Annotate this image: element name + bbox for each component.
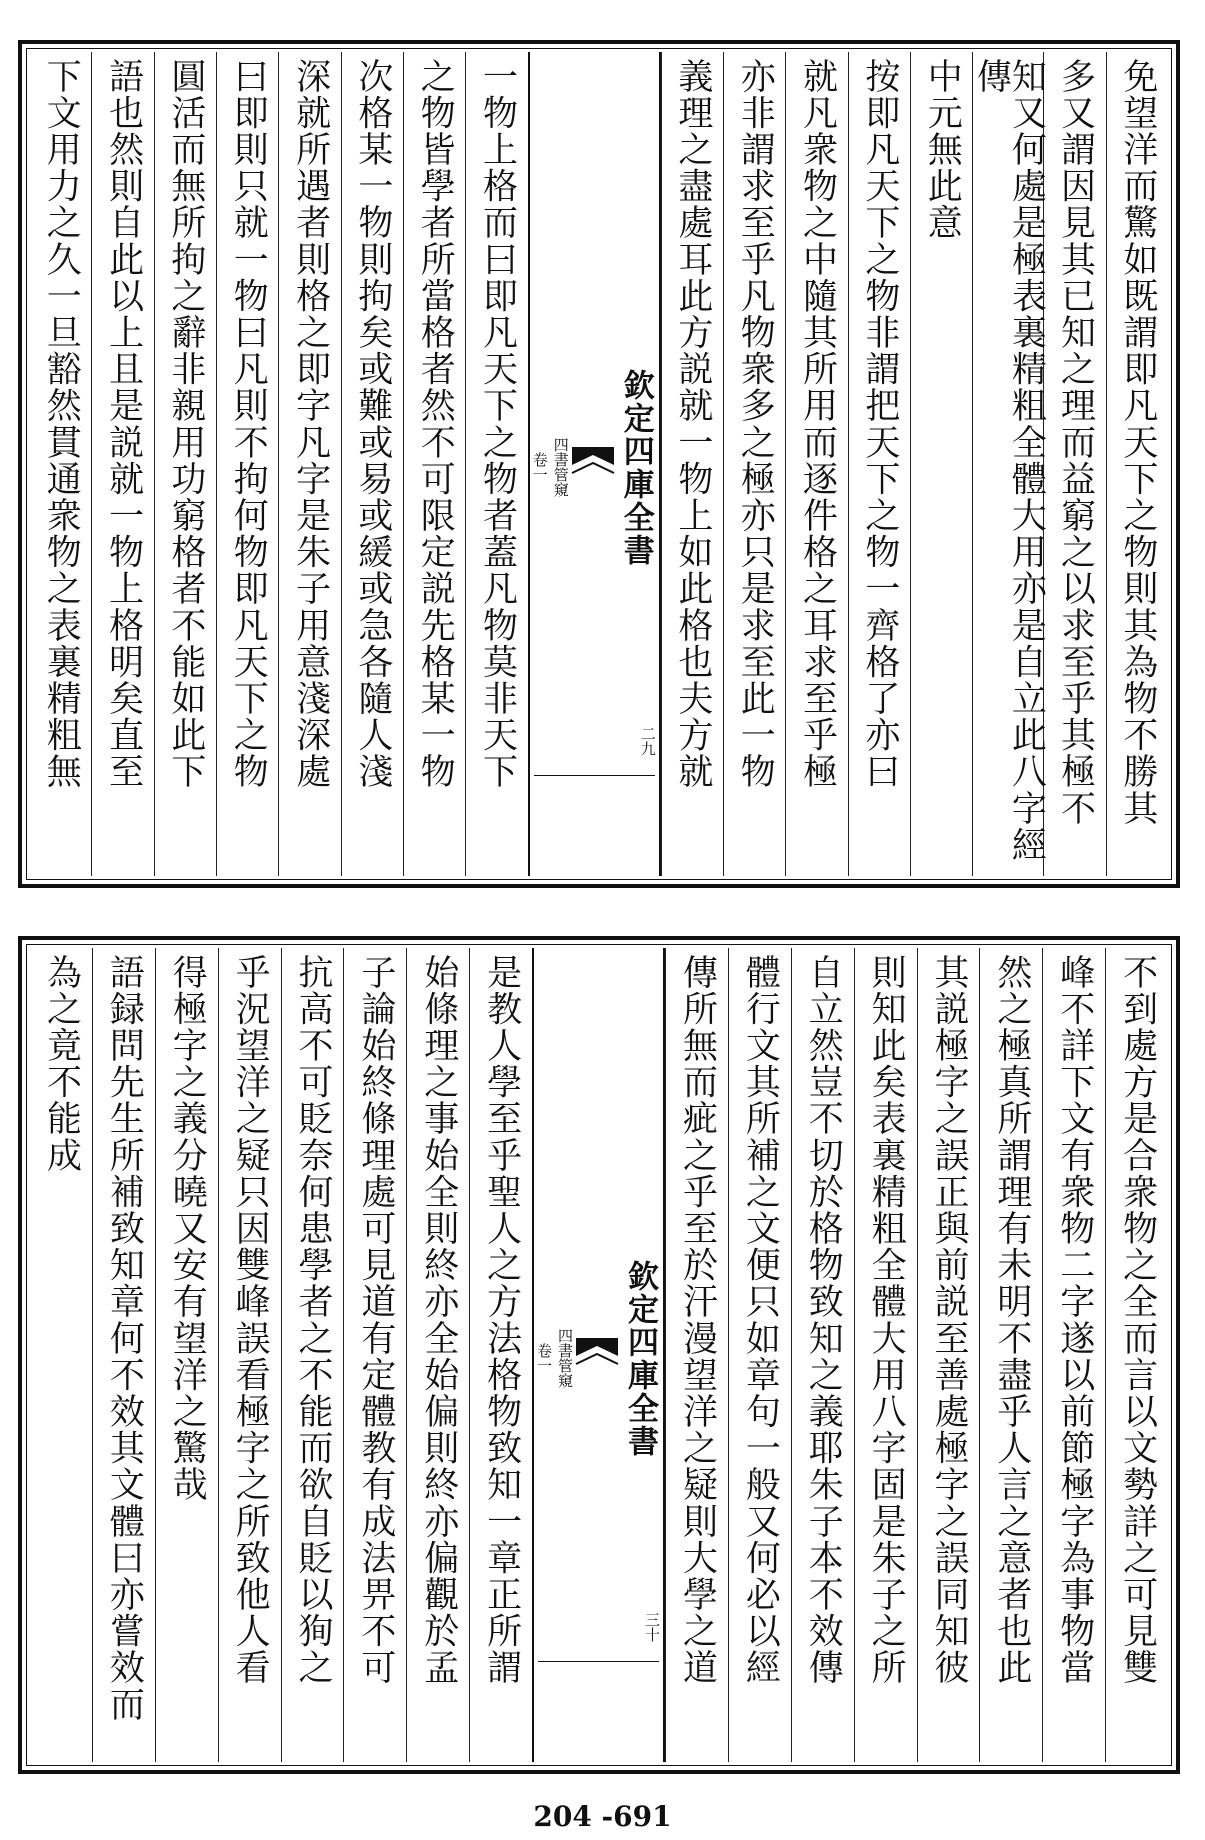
fish-tail-mark-icon [572, 447, 614, 487]
text-column: 是教人學至乎聖人之方法格物致知一章正所謂 [469, 948, 532, 1762]
text-column: 義理之盡處耳此方説就一物上如此格也夫方就 [661, 52, 723, 876]
text-column: 多又謂因見其已知之理而益窮之以求至乎其極不 [1043, 52, 1105, 876]
juan-number: 卷一 [530, 452, 549, 482]
text-column: 之物皆學者所當格者然不可限定説先格某一物 [403, 52, 465, 876]
top-text-columns [30, 52, 1168, 876]
text-column: 曰即則只就一物曰凡則不拘何物即凡天下之物 [216, 52, 278, 876]
text-column: 語也然則自此以上且是説就一物上格明矣直至 [91, 52, 153, 876]
collection-title: 欽定四庫全書 [622, 1260, 658, 1458]
text-column: 免望洋而驚如既謂即凡天下之物則其為物不勝其 [1106, 52, 1168, 876]
text-column: 始條理之事始全則終亦全始偏則終亦偏觀於孟 [406, 948, 469, 1762]
text-column: 峰不詳下文有衆物二字遂以前節極字為事物當 [1042, 948, 1105, 1762]
bottom-text-columns [30, 948, 1168, 1762]
text-column: 得極字之義分曉又安有望洋之驚哉 [155, 948, 218, 1762]
text-column: 抗高不可貶奈何患學者之不能而欲自貶以狥之 [281, 948, 344, 1762]
leaf-page-number: 三十 [643, 1612, 661, 1642]
fish-tail-mark-icon [576, 1338, 618, 1378]
text-column: 自立然豈不切於格物致知之義耶朱子本不效傳 [791, 948, 854, 1762]
book-title: 四書管窺 [551, 437, 570, 497]
text-column: 子論始終條理處可見道有定體教有成法畀不可 [343, 948, 406, 1762]
center-margin [528, 52, 661, 876]
text-column: 就凡衆物之中隨其所用而逐件格之耳求至乎極 [785, 52, 847, 876]
top-leaf [18, 40, 1180, 888]
collection-title: 欽定四庫全書 [617, 369, 654, 567]
text-column: 按即凡天下之物非謂把天下之物一齊格了亦曰 [848, 52, 910, 876]
center-rule [534, 775, 655, 776]
text-column: 乎況望洋之疑只因雙峰誤看極字之所致他人看 [218, 948, 281, 1762]
text-column: 次格某一物則拘矣或難或易或緩或急各隨人淺 [341, 52, 403, 876]
center-margin [532, 948, 665, 1762]
text-column: 亦非謂求至乎凡物衆多之極亦只是求至此一物 [723, 52, 785, 876]
text-column: 為之竟不能成 [41, 954, 82, 1174]
text-column: 則知此矣表裏精粗全體大用八字固是朱子之所 [854, 948, 917, 1762]
text-column: 不到處方是合衆物之全而言以文勢詳之可見雙 [1105, 948, 1168, 1762]
text-column: 其説極字之誤正與前説至善處極字之誤同知彼 [917, 948, 980, 1762]
text-column: 中元無此意 [910, 52, 972, 876]
bottom-leaf [18, 936, 1180, 1774]
text-column: 然之極真所謂理有未明不盡乎人言之意者也此 [979, 948, 1042, 1762]
page-footer-number: 204 -691 [533, 1800, 672, 1833]
text-column: 知又何處是極表裏精粗全體大用亦是自立此八字經傳 [972, 52, 1043, 876]
text-column: 傳所無而疵之乎至於汗漫望洋之疑則大學之道 [665, 948, 728, 1762]
text-column: 深就所遇者則格之即字凡字是朱子用意淺深處 [278, 52, 340, 876]
text-column: 體行文其所補之文便只如章句一般又何必以經 [728, 948, 791, 1762]
book-title: 四書管窺 [556, 1328, 574, 1388]
juan-number: 卷一 [535, 1343, 553, 1373]
text-column: 一物上格而曰即凡天下之物者蓋凡物莫非天下 [465, 52, 527, 876]
center-rule [538, 1661, 659, 1662]
text-column: 圓活而無所拘之辭非親用功窮格者不能如此下 [154, 52, 216, 876]
leaf-page-number: 二九 [638, 726, 657, 756]
text-column: 下文用力之久一旦豁然貫通衆物之表裏精粗無 [41, 58, 82, 790]
text-column: 語録問先生所補致知章何不效其文體曰亦嘗效而 [92, 948, 155, 1762]
